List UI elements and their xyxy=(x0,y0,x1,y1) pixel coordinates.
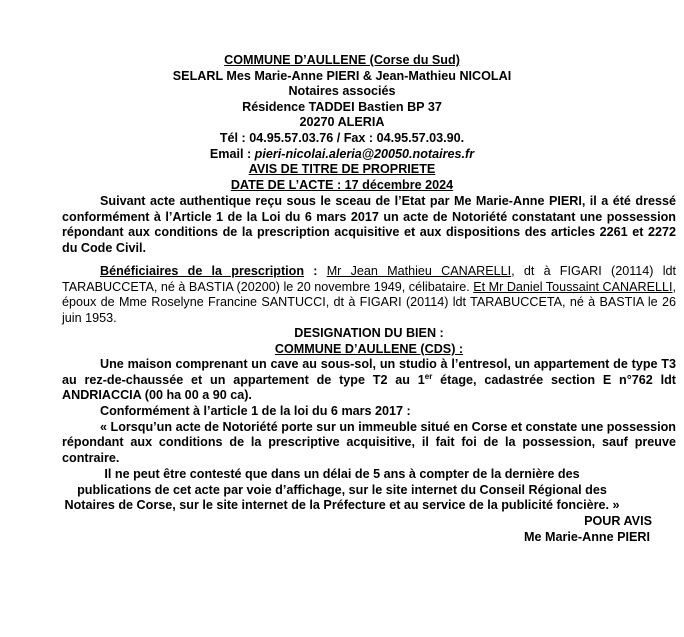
article-intro: Conformément à l’article 1 de la loi du 6 mars 2017 : xyxy=(100,404,411,418)
beneficiary-1-details: , dt à FIGARI (20114) ldt TARABUCCETA, né à BASTIA (20200) le 20 novembre 1949, célibataire. xyxy=(62,264,676,294)
article-block xyxy=(62,404,676,466)
beneficiary-1-name: Mr Jean Mathieu CANARELLI xyxy=(326,264,512,278)
city-address: 20270 ALERIA xyxy=(299,115,385,130)
email-line xyxy=(0,147,684,163)
beneficiary-2-details: , époux de Mme Roselyne Francine SANTUCCI, dt à FIGARI (20114) ldt TARABUCCETA, né à BASTIA le 26 juin 1953. xyxy=(62,279,676,325)
email-label: Email : xyxy=(209,146,255,161)
contest-line-3: Notaires de Corse, sur le site internet de la Préfecture et au service de la publicité foncière. » xyxy=(64,498,620,513)
designation-description xyxy=(62,357,676,404)
designation-title: DESIGNATION DU BIEN : xyxy=(294,326,444,340)
commune-title: COMMUNE D’AULLENE (Corse du Sud) xyxy=(224,53,460,67)
article-quote: « Lorsqu’un acte de Notoriété porte sur un immeuble situé en Corse et constate une possession répondant aux conditions de la prescriptive acquisitive, il fait foi de la possession, sauf preuve contraire. xyxy=(62,419,676,465)
intro-block xyxy=(62,194,676,256)
description-sup: er xyxy=(424,371,433,381)
beneficiaries-paragraph xyxy=(62,264,676,326)
contest-line-1: Il ne peut être contesté que dans un délai de 5 ans à compter de la dernière des xyxy=(104,467,580,481)
description-part-b: étage, cadastrée section E n°762 ldt ANDRIACCIA (00 ha 00 a 90 ca). xyxy=(62,372,676,403)
notaires-label: Notaires associés xyxy=(288,84,396,99)
beneficiaries-sep: : xyxy=(304,264,327,278)
contest-line-2: publications de cet acte par voie d’affichage, sur le site internet du Conseil Régional des xyxy=(77,482,607,497)
beneficiaries-label: Bénéficiaires de la prescription xyxy=(100,264,305,278)
notice-header xyxy=(0,53,684,193)
signature: Me Marie-Anne PIERI xyxy=(524,530,650,544)
residence-address: Résidence TADDEI Bastien BP 37 xyxy=(242,99,442,114)
designation-commune: COMMUNE D’AULLENE (CDS) : xyxy=(274,341,464,356)
designation-block xyxy=(62,326,676,404)
description-part-a: Une maison comprenant un cave au sous-sol, un studio à l’entresol, un appartement de type T3 au rez-de-chaussée et un appartement de type T2 au 1 xyxy=(62,357,676,387)
contest-block xyxy=(0,467,684,514)
selarl-name: SELARL Mes Marie-Anne PIERI & Jean-Mathieu NICOLAI xyxy=(172,68,512,83)
act-date: DATE DE L’ACTE : 17 décembre 2024 xyxy=(230,177,454,192)
pour-avis: POUR AVIS xyxy=(584,514,652,528)
beneficiary-2-name: Et Mr Daniel Toussaint CANARELLI xyxy=(473,279,673,294)
phone-fax: Tél : 04.95.57.03.76 / Fax : 04.95.57.03.90. xyxy=(219,130,465,145)
intro-paragraph: Suivant acte authentique reçu sous le sceau de l’Etat par Me Marie-Anne PIERI, il a été dressé conformément à l’Article 1 de la Loi du 6 mars 2017 un acte de Notoriété constatant une possession répondant aux conditions de la prescription acquisitive et aux dispositions des articles 2261 et 2272 du Code Civil. xyxy=(62,194,676,255)
avis-title: AVIS DE TITRE DE PROPRIETE xyxy=(248,162,436,177)
beneficiaries-block xyxy=(62,264,676,326)
email-address: pieri-nicolai.aleria@20050.notaires.fr xyxy=(254,146,475,161)
